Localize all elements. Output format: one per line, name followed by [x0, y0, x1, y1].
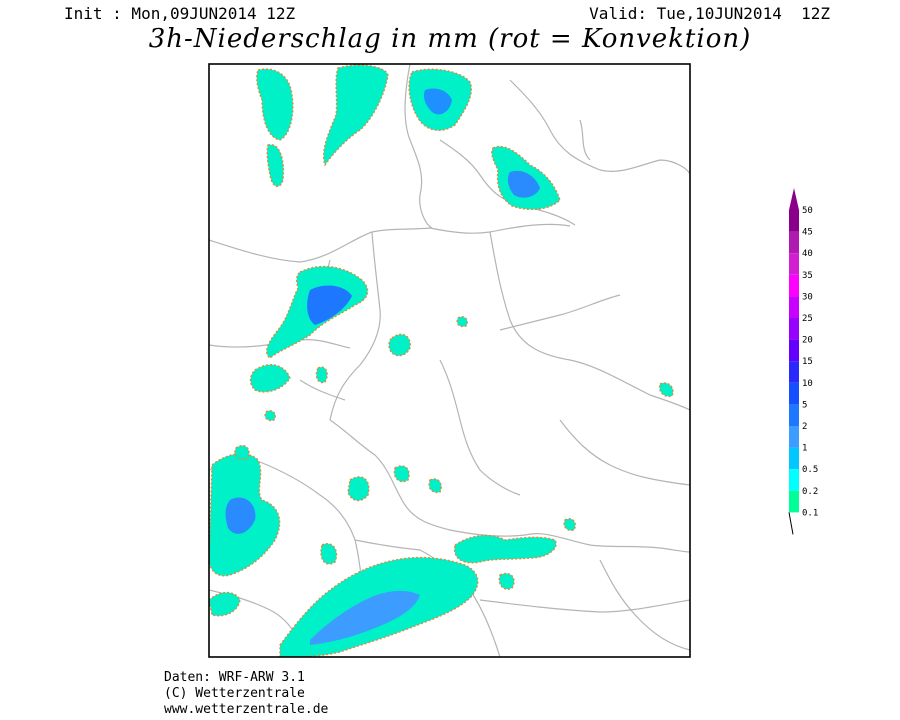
legend-label: 45 [802, 227, 813, 238]
legend-swatch [789, 253, 799, 275]
legend-label: 25 [802, 314, 813, 324]
legend-label: 5 [802, 400, 808, 411]
legend-label: 15 [802, 357, 813, 368]
legend-swatch [789, 491, 799, 513]
legend-swatch [789, 383, 799, 405]
legend-swatch [789, 318, 799, 340]
legend-swatch [789, 404, 799, 426]
legend-swatch [789, 340, 799, 362]
legend-swatch [789, 210, 799, 232]
legend-swatch [789, 426, 799, 448]
footer-model: Daten: WRF-ARW 3.1 [164, 670, 305, 685]
legend-swatch [789, 296, 799, 318]
init-time: Init : Mon,09JUN2014 12Z [64, 4, 296, 23]
legend-label: 40 [802, 249, 813, 260]
footer-copyright: (C) Wetterzentrale [164, 686, 305, 701]
legend-label: 50 [802, 206, 813, 216]
legend-arrow-top [789, 188, 799, 210]
legend-tail [789, 512, 793, 534]
legend-swatch [789, 361, 799, 383]
legend-label: 1 [802, 443, 808, 454]
footer-website[interactable]: www.wetterzentrale.de [164, 702, 329, 717]
legend-swatch [789, 448, 799, 470]
data-source-footer [164, 670, 328, 718]
legend-label: 2 [802, 422, 808, 432]
legend-label: 30 [802, 292, 813, 303]
legend-label: 20 [802, 335, 813, 346]
map-title: 3h-Niederschlag in mm (rot = Konvektion) [148, 24, 752, 54]
legend-label: 35 [802, 270, 813, 281]
legend-label: 0.1 [802, 508, 819, 519]
valid-time: Valid: Tue,10JUN2014 12Z [589, 4, 830, 23]
legend-label: 10 [802, 378, 813, 389]
legend-swatch [789, 275, 799, 297]
legend-label: 0.5 [802, 465, 819, 476]
legend-swatch [789, 232, 799, 254]
legend-swatch [789, 469, 799, 491]
legend-label: 0.2 [802, 486, 819, 497]
